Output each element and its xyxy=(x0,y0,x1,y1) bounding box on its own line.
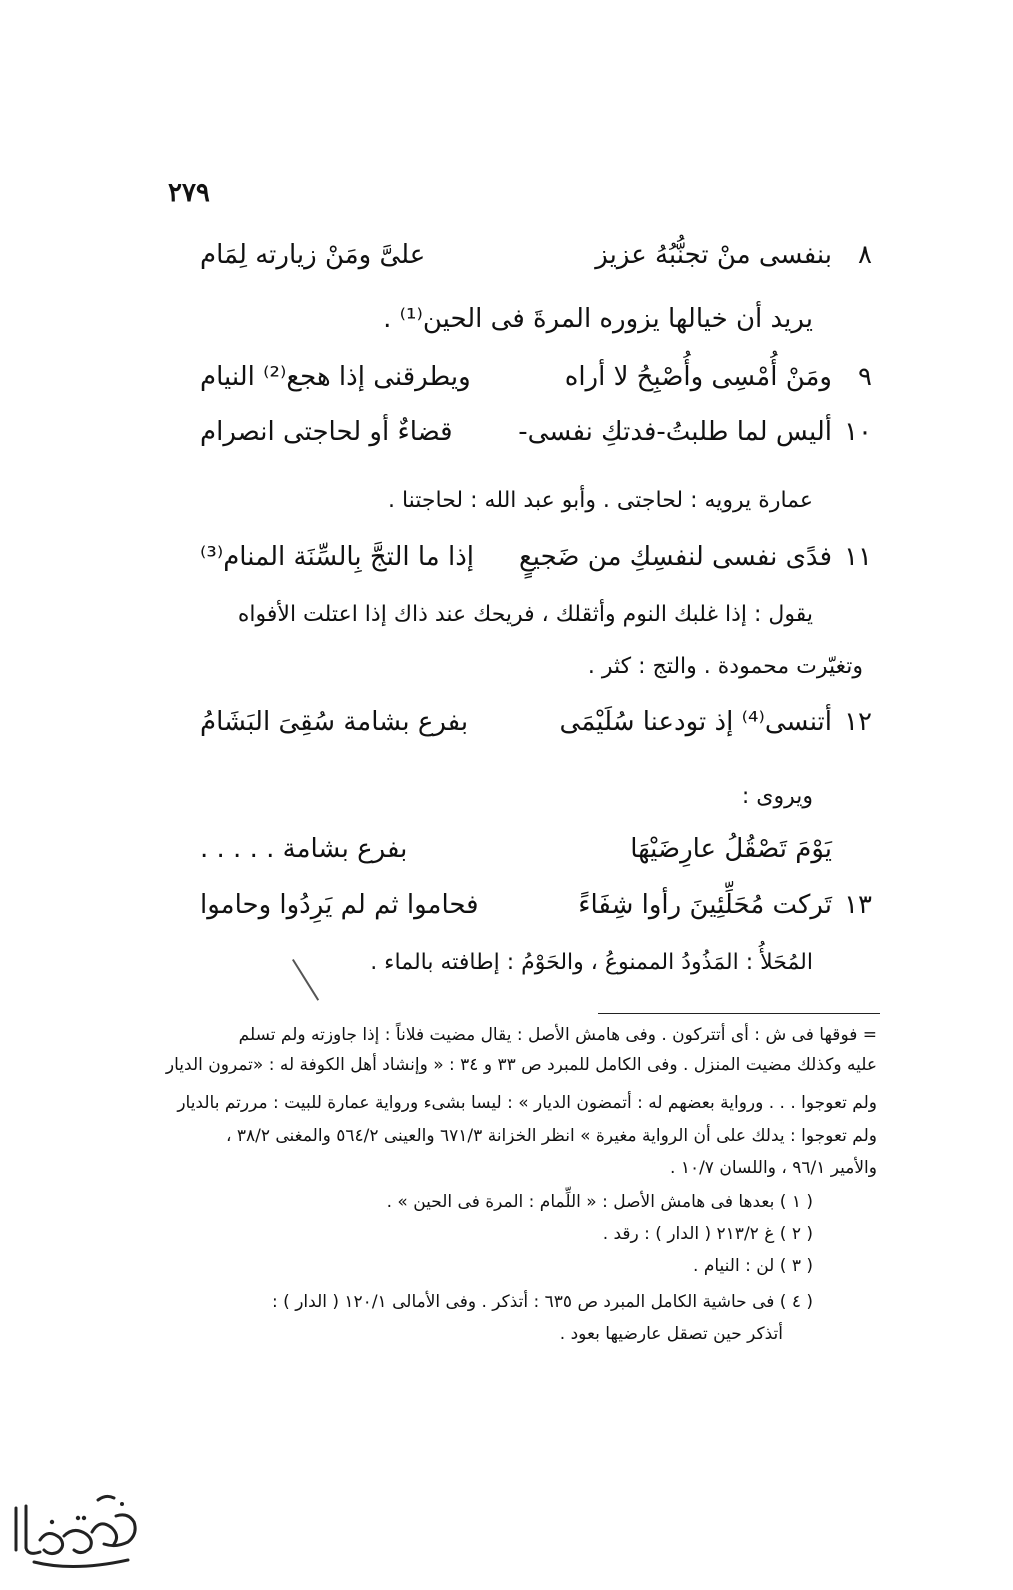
verse-second-hemistich: قضاءٌ أو لحاجتى انصرام xyxy=(200,417,453,447)
ink-stroke xyxy=(292,959,319,1001)
verse-number: ٨ xyxy=(858,240,872,270)
footnote-1: ( ١ ) بعدها فى هامش الأصل : « اللِّمام : المرة فى الحين » . xyxy=(386,1192,813,1212)
footnote-line: ولم تعوجوا . . . ورواية بعضهم له : أتمضون الديار » : ليسا بشىء ورواية عمارة للبيت : مررتم بالديار xyxy=(177,1093,877,1113)
verse-alt-reading xyxy=(200,832,872,866)
footnote-line: = فوقها فى ش : أى أتتركون . وفى هامش الأصل : يقال مضيت فلاناً : إذا جاوزته ولم تسلم xyxy=(238,1025,877,1045)
prose-line: وتغيّرت محمودة . والتج : كثر . xyxy=(587,654,863,679)
footnote-4-cont: أتذكر حين تصقل عارضيها بعود . xyxy=(559,1324,783,1344)
verse-second-hemistich: علىَّ ومَنْ زيارته لِمَام xyxy=(200,240,426,270)
footnote-2: ( ٢ ) غ ٢١٣/٢ ( الدار ) : رقد . xyxy=(602,1224,813,1244)
verse-first-hemistich: بنفسى منْ تجنُّبُهُ عزيز xyxy=(595,240,832,270)
verse-first-hemistich: تَركت مُحَلِّئِينَ رأوا شِفَاءً xyxy=(578,890,832,920)
verse-10 xyxy=(200,415,872,449)
footnote-line: عليه وكذلك مضيت المنزل . وفى الكامل للمبرد ص ٣٣ و ٣٤ : « وإنشاد أهل الكوفة له : «تمرون الديار xyxy=(165,1055,877,1075)
verse-number: ١١ xyxy=(844,542,872,572)
prose-line: المُحَلأُ : المَذُودُ الممنوعُ ، والحَوْمُ : إطافته بالماء . xyxy=(370,950,813,975)
verse-first-hemistich: أليس لما طلبتُ-فدتكِ نفسى- xyxy=(518,417,832,447)
verse-second-hemistich: بفرع بشامة سُقِىَ البَشَامُ xyxy=(200,707,469,737)
footnote-3: ( ٣ ) لن : النيام . xyxy=(693,1256,813,1276)
footnote-line: والأمير ٩٦/١ ، واللسان ١٠/٧ . xyxy=(670,1158,877,1178)
prose-line: عمارة يرويه : لحاجتى . وأبو عبد الله : لحاجتنا . xyxy=(387,488,813,513)
verse-first-hemistich: يَوْمَ تَصْقُلُ عارِضَيْهَا xyxy=(630,834,832,864)
verse-8 xyxy=(200,238,872,272)
verse-number: ١٣ xyxy=(844,890,872,920)
footnote-line: ولم تعوجوا : يدلك على أن الرواية مغيرة » انظر الخزانة ٦٧١/٣ والعينى ٥٦٤/٢ والمغنى ٣٨/٢ ، xyxy=(225,1126,877,1146)
verse-number: ١٢ xyxy=(844,707,872,737)
verse-number: ٩ xyxy=(858,362,872,392)
verse-second-hemistich: بفرع بشامة . . . . . xyxy=(200,834,408,864)
page-number: ٢٧٩ xyxy=(168,178,210,208)
prose-line: يريد أن خيالها يزوره المرةَ فى الحين⁽¹⁾ . xyxy=(383,304,813,334)
footnote-4: ( ٤ ) فى حاشية الكامل المبرد ص ٦٣٥ : أتذكر . وفى الأمالى ١٢٠/١ ( الدار ) : xyxy=(272,1292,813,1312)
prose-line: يقول : إذا غلبك النوم وأثقلك ، فريحك عند ذاك إذا اعتلت الأفواه xyxy=(237,602,813,627)
verse-first-hemistich: فدًى نفسى لنفسِكِ من ضَجيعٍ xyxy=(518,542,832,572)
verse-9 xyxy=(200,360,872,394)
footnote-rule xyxy=(598,1013,880,1014)
verse-second-hemistich: فحاموا ثم لم يَرِدُوا وحاموا xyxy=(200,890,479,920)
prose-line: ويروى : xyxy=(741,784,813,809)
verse-second-hemistich: ويطرقنى إذا هجع⁽²⁾ النيام xyxy=(200,362,471,392)
verse-first-hemistich: ومَنْ أُمْسِى وأُصْبِحُ لا أراه xyxy=(564,362,832,392)
verse-first-hemistich: أتنسى⁽⁴⁾ إذ تودعنا سُلَيْمَى xyxy=(559,707,832,737)
verse-second-hemistich: إذا ما التجَّ بِالسِّنَة المنام⁽³⁾ xyxy=(200,542,475,572)
verse-number: ١٠ xyxy=(844,417,872,447)
verse-12 xyxy=(200,705,872,739)
calligraphy-logo xyxy=(4,1478,144,1574)
verse-13 xyxy=(200,888,872,922)
verse-11 xyxy=(200,540,872,574)
